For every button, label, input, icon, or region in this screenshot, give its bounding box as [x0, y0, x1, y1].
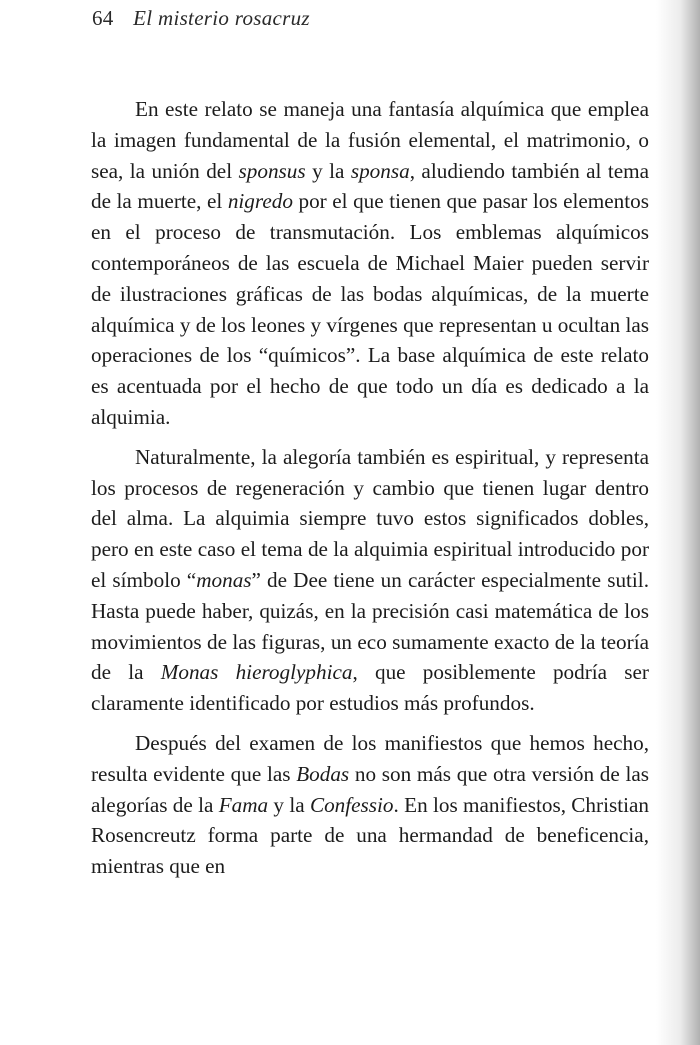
page-number: 64	[92, 6, 114, 30]
page-edge-shadow	[656, 0, 700, 1045]
body-text	[91, 94, 649, 882]
paragraph-1: En este relato se maneja una fantasía alquímica que emplea la imagen fundamental de la fusión elemental, el matrimonio, o sea, la unión del sponsus y la sponsa, aludiendo también al tema de la muerte, el nigredo por el que tienen que pasar los elementos en el proceso de transmutación. Los emblemas alquímicos contemporáneos de las escuela de Michael Maier pueden servir de ilustraciones gráficas de las bodas alquímicas, de la muerte alquímica y de los leones y vírgenes que representan u ocultan las operaciones de los “químicos”. La base alquímica de este relato es acentuada por el hecho de que todo un día es dedicado a la alquimia.	[91, 97, 650, 429]
running-head	[92, 6, 310, 31]
paragraph-2: Naturalmente, la alegoría también es espiritual, y representa los procesos de regeneración y cambio que tienen lugar dentro del alma. La alquimia siempre tuvo estos significados dobles, pero en este caso el tema de la alquimia espiritual introducido por el símbolo “monas” de Dee tiene un carácter especialmente sutil. Hasta puede haber, quizás, en la precisión casi matemática de los movimientos de las figuras, un eco sumamente exacto de la teoría de la Monas hieroglyphica, que posiblemente podría ser claramente identificado por estudios más profundos.	[91, 444, 649, 716]
paragraph-3: Después del examen de los manifiestos que hemos hecho, resulta evidente que las Bodas no son más que otra versión de las alegorías de la Fama y la Confessio. En los manifiestos, Christian Rosencreutz forma parte de una hermandad de beneficencia, mientras que en	[91, 730, 649, 879]
book-title: El misterio rosacruz	[133, 6, 310, 30]
